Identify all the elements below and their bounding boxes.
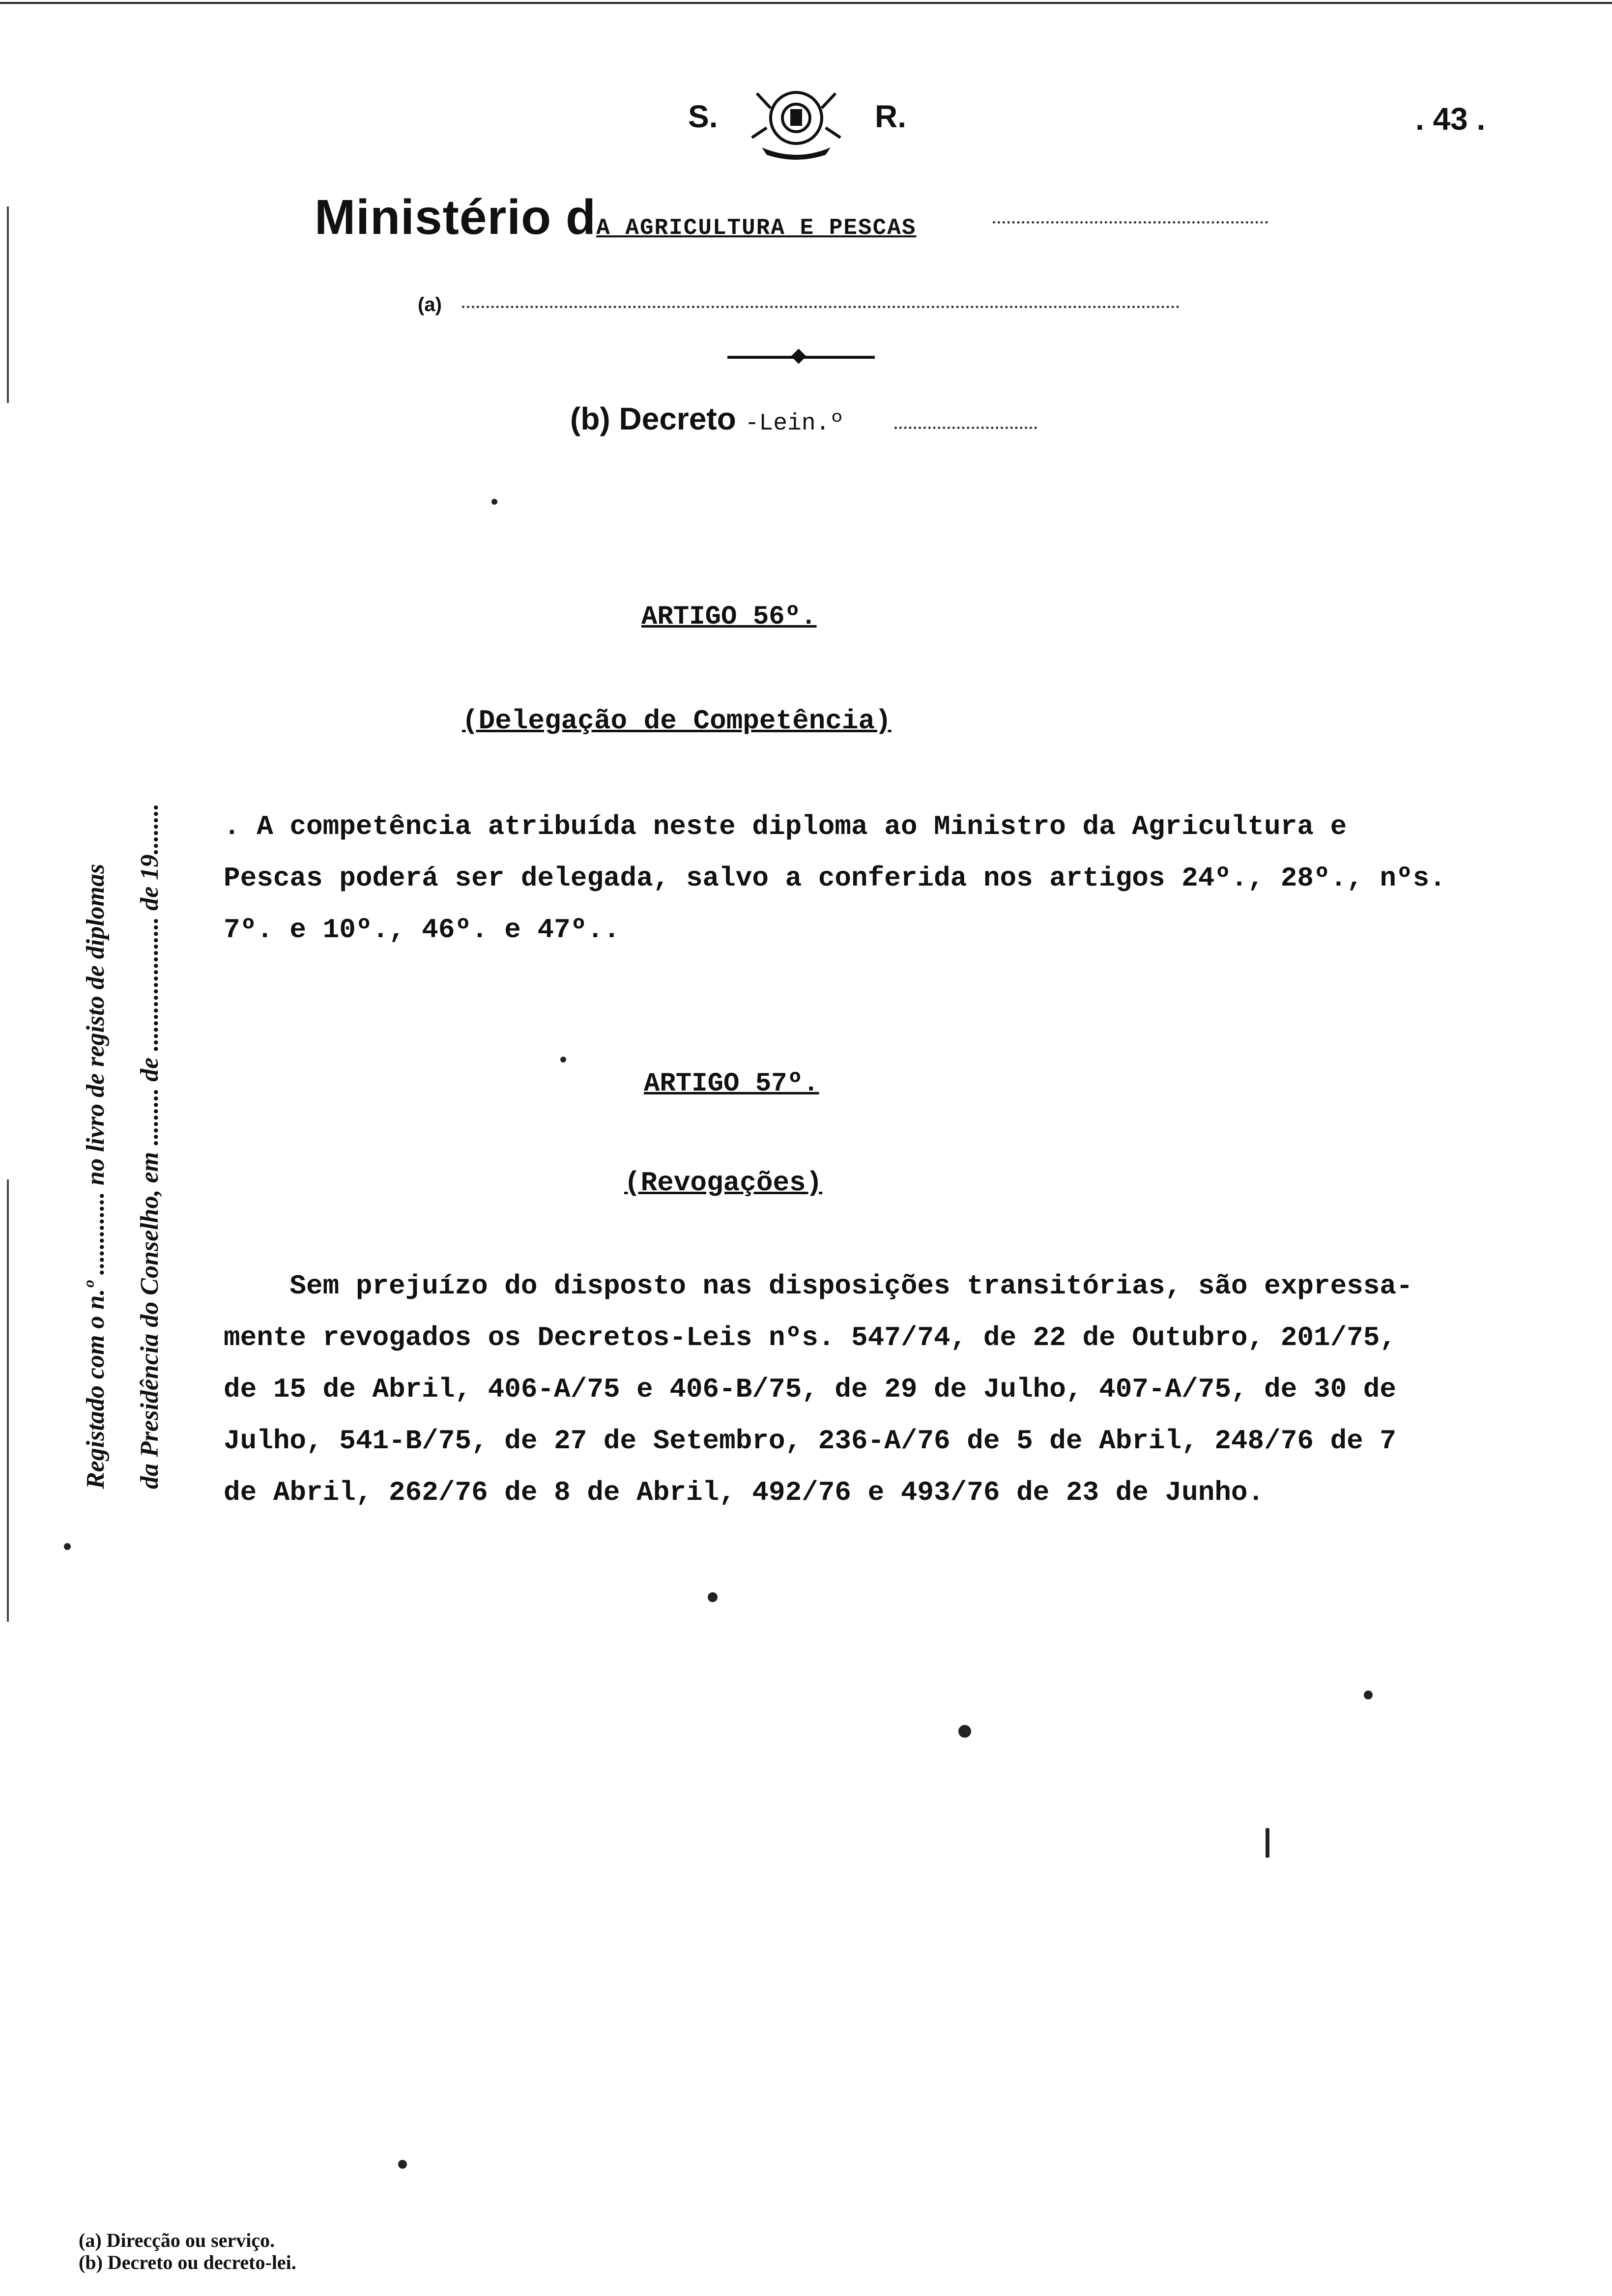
top-rule	[0, 2, 1612, 4]
left-edge-mark	[7, 206, 9, 403]
direction-dotted-line	[462, 306, 1180, 308]
article-56-subheading: (Delegação de Competência)	[462, 705, 892, 737]
ink-speck	[491, 499, 497, 505]
article-line: 7º. e 10º., 46º. e 47º..	[224, 914, 620, 946]
ink-speck	[398, 2160, 407, 2169]
article-line: Pescas poderá ser delegada, salvo a conferida nos artigos 24º., 28º., nºs.	[224, 862, 1446, 894]
decreto-type: -Lein.º	[745, 410, 844, 437]
left-edge-mark	[7, 1179, 9, 1622]
article-56-body	[224, 801, 1580, 956]
article-line: . A competência atribuída neste diploma ao Ministro da Agricultura e	[224, 811, 1347, 842]
ministry-line	[315, 189, 916, 246]
coat-of-arms-icon	[747, 79, 845, 162]
direction-label: (a)	[418, 294, 442, 316]
header-r: R.	[875, 99, 906, 134]
ink-speck	[560, 1057, 566, 1062]
decreto-line	[570, 401, 844, 437]
article-line: de Abril, 262/76 de 8 de Abril, 492/76 e 493/76 de 23 de Junho.	[224, 1477, 1265, 1508]
ink-mark	[1266, 1828, 1269, 1858]
article-57-body	[224, 1261, 1580, 1519]
header-s: S.	[688, 99, 718, 134]
page-number: . 43 .	[1415, 101, 1486, 137]
footnote-b: (b) Decreto ou decreto-lei.	[79, 2251, 296, 2273]
ministry-name: A AGRICULTURA E PESCAS	[596, 215, 917, 241]
registration-date-note: da Presidência do Conselho, em ......... de ..................... de 19........	[136, 803, 164, 1489]
ink-speck	[1364, 1691, 1373, 1699]
ministry-prefix: Ministério d	[315, 190, 597, 245]
ministry-dotted-line	[993, 221, 1268, 224]
article-line: Sem prejuízo do disposto nas disposições transitórias, são expressa-	[224, 1270, 1413, 1302]
decreto-label: (b) Decreto	[570, 401, 736, 436]
registration-note: Registado com o n.º ............. no livro de registo de diplomas	[82, 863, 110, 1489]
article-57-subheading: (Revogações)	[624, 1167, 823, 1199]
ink-speck	[708, 1592, 718, 1602]
article-line: Julho, 541-B/75, de 27 de Setembro, 236-A/76 de 5 de Abril, 248/76 de 7	[224, 1425, 1396, 1457]
article-line: mente revogados os Decretos-Leis nºs. 547/74, de 22 de Outubro, 201/75,	[224, 1322, 1396, 1353]
article-57-heading: ARTIGO 57º.	[644, 1069, 819, 1099]
ink-speck	[64, 1543, 71, 1550]
ink-speck	[958, 1725, 971, 1738]
divider-diamond-icon	[791, 348, 806, 364]
footnote-a: (a) Direcção ou serviço.	[79, 2229, 275, 2251]
article-56-heading: ARTIGO 56º.	[641, 602, 817, 632]
article-line: de 15 de Abril, 406-A/75 e 406-B/75, de 29 de Julho, 407-A/75, de 30 de	[224, 1374, 1396, 1405]
decreto-dotted-line	[894, 427, 1037, 429]
